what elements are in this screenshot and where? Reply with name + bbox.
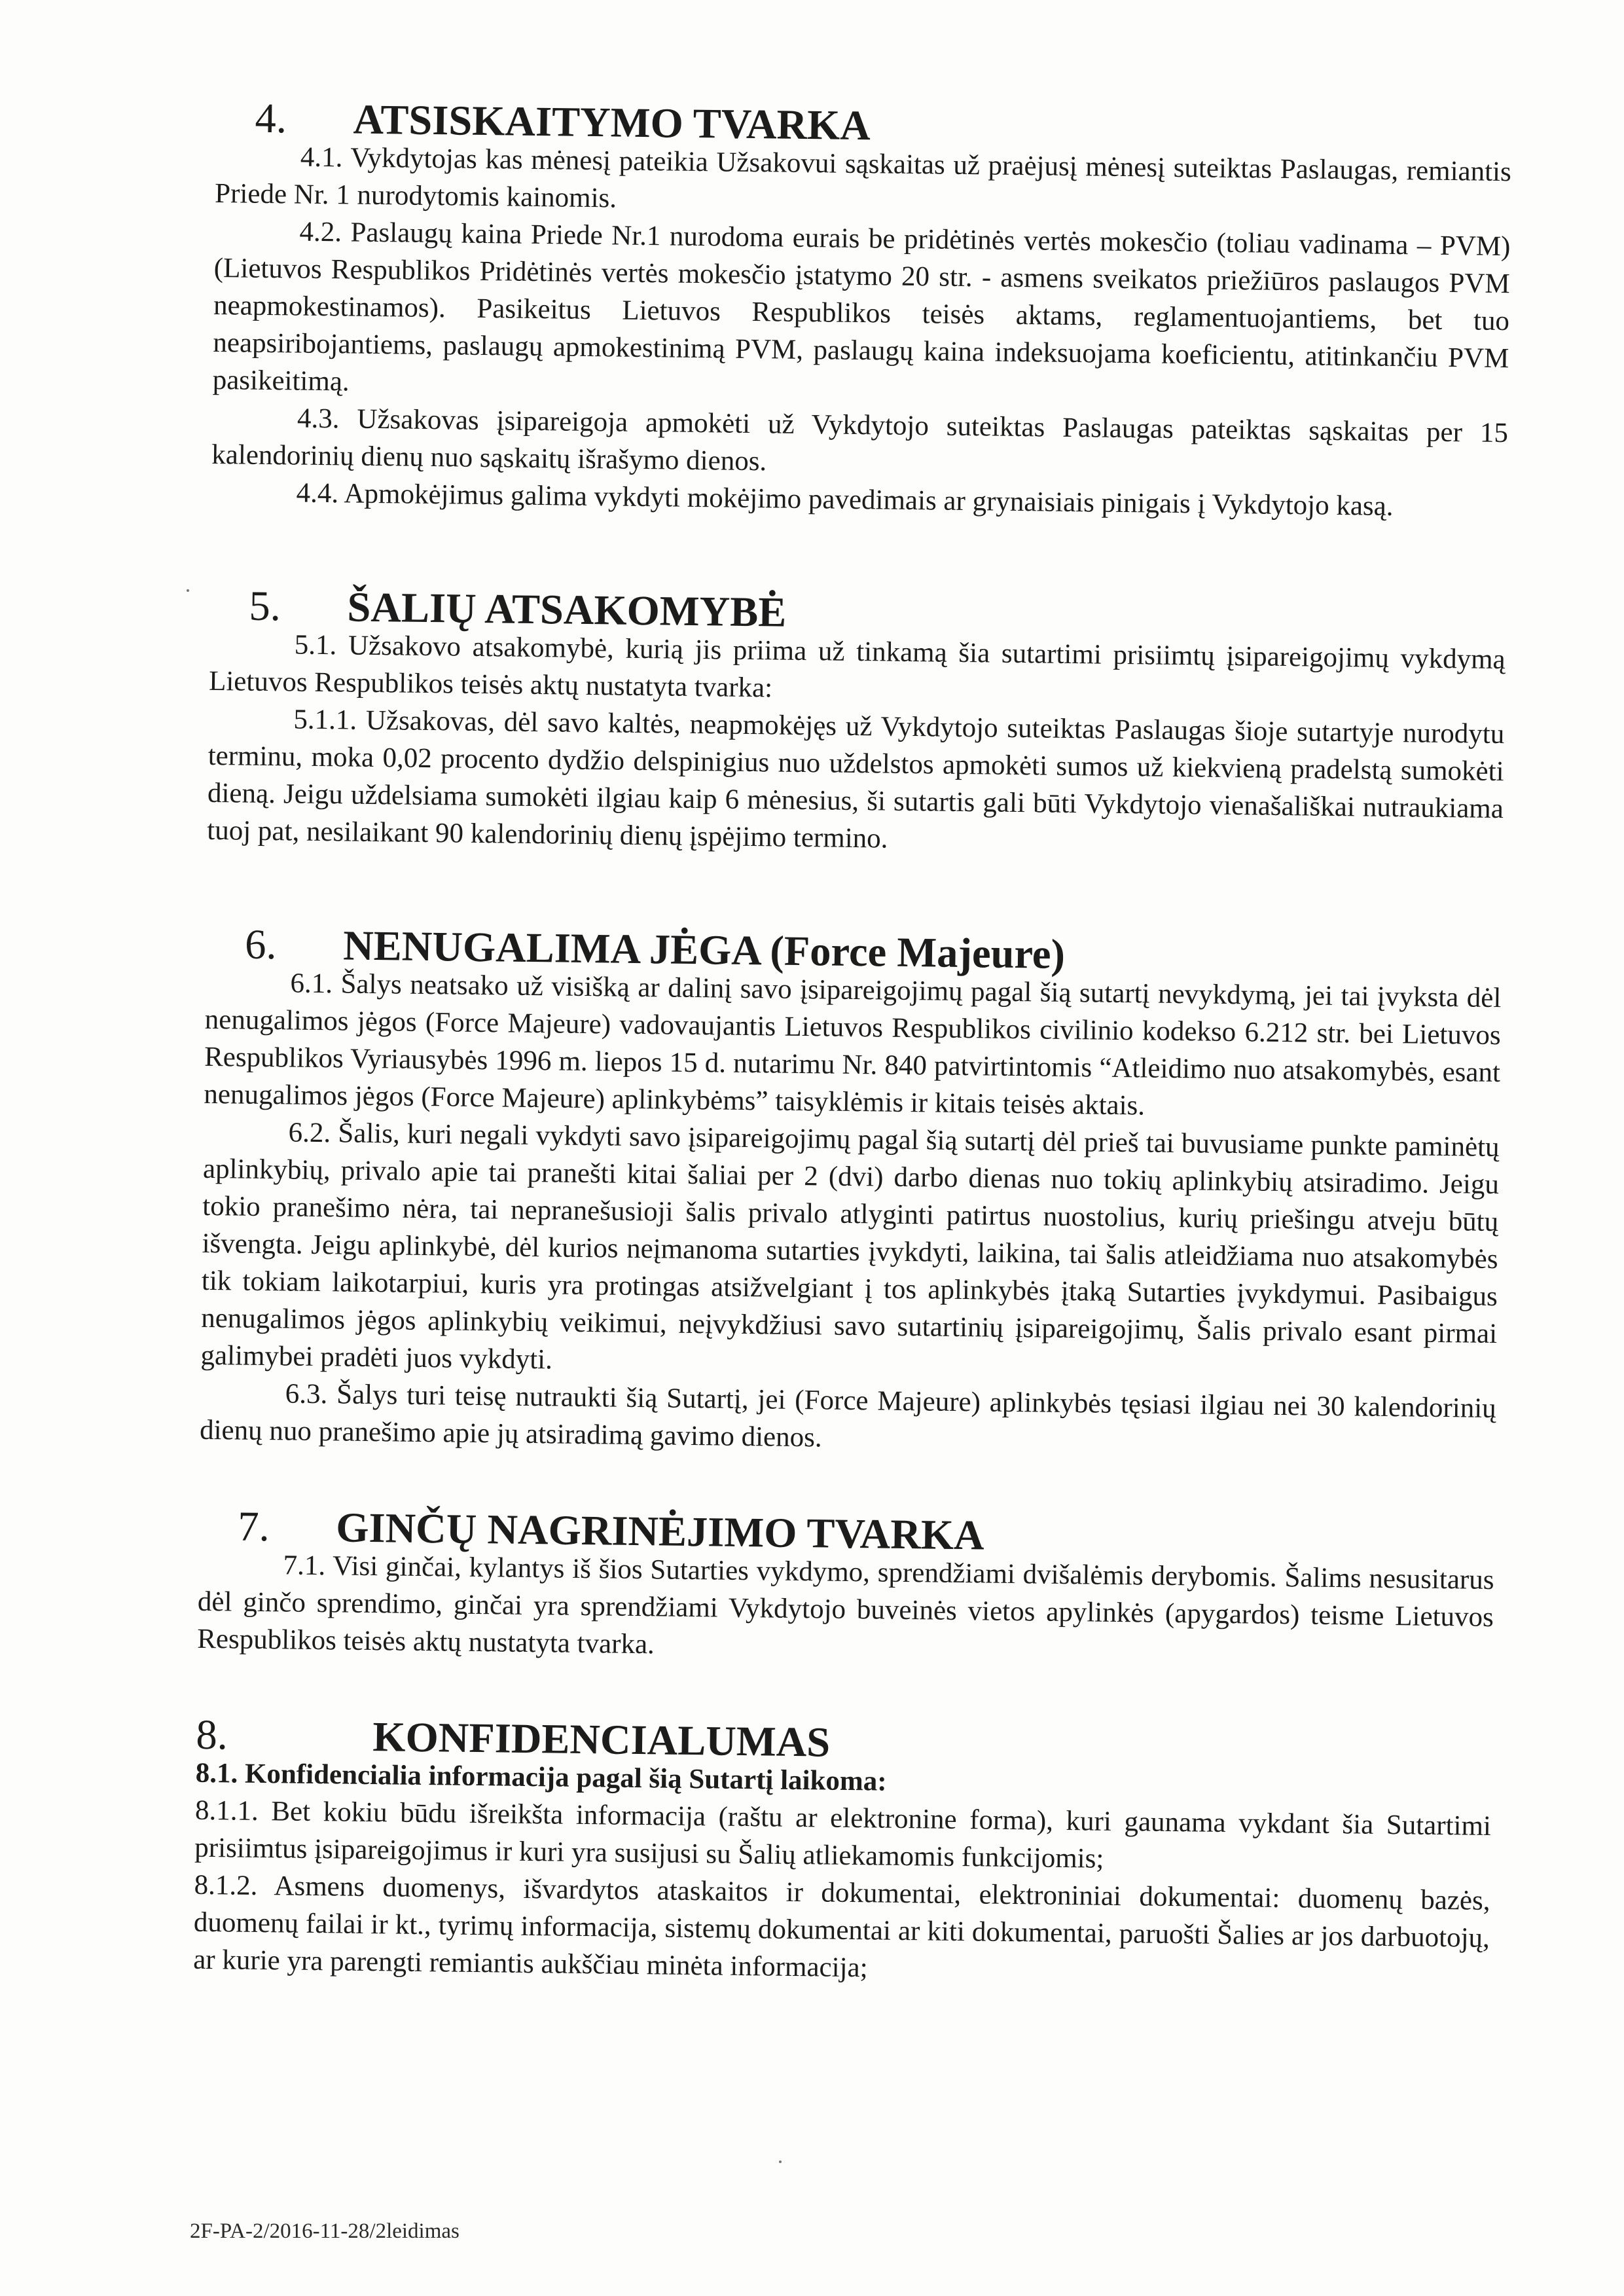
- section-5: [207, 582, 1506, 865]
- section-number: 4.: [255, 94, 287, 142]
- clause-8-1-1: 8.1.1. Bet kokiu būdu išreikšta informacija (raštu ar elektronine forma), kuri gaunama vykdant šia Sutartimi prisiimtus įsipareigojimus ir kuri yra susijusi su Šalių atliekamomis funkcijomis;: [194, 1795, 1492, 1874]
- section-title: ATSISKAITYMO TVARKA: [353, 96, 871, 149]
- clause-6-2: 6.2. Šalis, kuri negali vykdyti savo įsipareigojimų pagal šią sutartį dėl prieš tai buvusiame punkte paminėtų aplinkybių, privalo apie tai pranešti kitai šaliai per 2 (dvi) darbo dienas nuo tokių aplinkybių atsiradimo. Jeigu tokio pranešimo nėra, tai nepranešusioji šalis privalo atlyginti patirtus nuostolius, kurių priešingu atveju būtų išvengta. Jeigu aplinkybė, dėl kurios neįmanoma sutarties įvykdyti, laikina, tai šalis atleidžiama nuo atsakomybės tik tokiam laikotarpiui, kuris yra protingas atsižvelgiant į tos aplinkybės įtaką Sutarties įvykdymui. Pasibaigus nenugalimos jėgos aplinkybių veikimui, neįvykdžiusi savo sutartinių įsipareigojimų, Šalis privalo esant pirmai galimybei pradėti juos vykdyti.: [200, 1117, 1500, 1376]
- section-number: 7.: [237, 1503, 270, 1550]
- clause-8-1-heading: 8.1. Konfidencialia informacija pagal šią Sutartį laikoma:: [195, 1757, 887, 1797]
- section-title: ŠALIŲ ATSAKOMYBĖ: [347, 583, 787, 636]
- clause-5-1: 5.1. Užsakovo atsakomybė, kurią jis priima už tinkamą šia sutartimi prisiimtų įsipareigojimų vykdymą Lietuvos Respublikos teisės aktų nustatyta tvarka:: [208, 629, 1506, 704]
- clause-4-2: 4.2. Paslaugų kaina Priede Nr.1 nurodoma eurais be pridėtinės vertės mokesčio (toliau vadinama – PVM) (Lietuvos Respublikos Pridėtinės vertės mokesčio įstatymo 20 str. - asmens sveikatos priežiūros paslaugos PVM neapmokestinamos). Pasikeitus Lietuvos Respublikos teisės aktams, reglamentuojantiems, bet tuo neapsiribojantiems, paslaugų apmokestinimą PVM, paslaugų kaina indeksuojama koeficientu, atitinkančiu PVM pasikeitimą.: [212, 216, 1511, 397]
- section-title: KONFIDENCIALUMAS: [372, 1713, 831, 1766]
- section-7: [196, 1503, 1495, 1673]
- section-title: NENUGALIMA JĖGA (Force Majeure): [342, 922, 1066, 977]
- document-body: [192, 94, 1512, 1994]
- scan-speck: [187, 589, 189, 592]
- clause-4-4: 4.4. Apmokėjimus galima vykdyti mokėjimo pavedimais ar grynaisiais pinigais į Vykdytojo kasą.: [296, 477, 1394, 522]
- section-4: [211, 94, 1512, 526]
- section-6: [199, 920, 1502, 1465]
- scan-speck: [779, 2160, 782, 2163]
- section-number: 6.: [244, 920, 278, 968]
- clause-6-3: 6.3. Šalys turi teisę nutraukti šią Sutartį, jei (Force Majeure) aplinkybės tęsiasi ilgiau nei 30 kalendorinių dienų nuo pranešimo apie jų atsiradimą gavimo dienos.: [199, 1378, 1496, 1453]
- section-number: 5.: [249, 582, 281, 630]
- section-number: 8.: [196, 1711, 228, 1758]
- clause-8-1-2: 8.1.2. Asmens duomenys, išvardytos ataskaitos ir dokumentai, elektroniniai dokumentai: duomenų bazės, duomenų failai ir kt., tyrimų informacija, sistemų dokumentai ar kiti dokumentai, paruošti Šalies ar jos darbuotojų, ar kurie yra parengti remiantis aukščiau minėta informacija;: [192, 1869, 1490, 1984]
- document-code-footer: 2F-PA-2/2016-11-28/2leidimas: [190, 2219, 460, 2243]
- clause-6-1: 6.1. Šalys neatsako už visišką ar dalinį savo įsipareigojimų pagal šią sutartį nevykdymą, jei tai įvyksta dėl nenugalimos jėgos (Force Majeure) vadovaujantis Lietuvos Respublikos civilinio kodekso 6.212 str. bei Lietuvos Respublikos Vyriausybės 1996 m. liepos 15 d. nutarimu Nr. 840 patvirtintomis “Atleidimo nuo atsakomybės, esant nenugalimos jėgos (Force Majeure) aplinkybėms” taisyklėmis ir kitais teisės aktais.: [204, 968, 1502, 1121]
- section-title: GINČŲ NAGRINĖJIMO TVARKA: [335, 1504, 985, 1559]
- clause-4-3: 4.3. Užsakovas įsipareigoja apmokėti už Vykdytojo suteiktas Paslaugas pateiktas sąskaitas per 15 kalendorinių dienų nuo sąskaitų išrašymo dienos.: [211, 403, 1509, 477]
- clause-5-1-1: 5.1.1. Užsakovas, dėl savo kaltės, neapmokėjęs už Vykdytojo suteiktas Paslaugas šioje sutartyje nurodytu terminu, moka 0,02 procento dydžio delspinigius nuo uždelstos apmokėti sumos už kiekvieną pradelstą sumokėti dieną. Jeigu uždelsiama sumokėti ilgiau kaip 6 mėnesius, ši sutartis gali būti Vykdytojo vienašališkai nutraukiama tuoj pat, nesilaikant 90 kalendorinių dienų įspėjimo termino.: [207, 704, 1505, 854]
- clause-4-1: 4.1. Vykdytojas kas mėnesį pateikia Užsakovui sąskaitas už praėjusį mėnesį suteiktas Paslaugas, remiantis Priede Nr. 1 nurodytomis kainomis.: [214, 141, 1512, 214]
- section-8: [192, 1711, 1492, 1994]
- clause-7-1: 7.1. Visi ginčai, kylantys iš šios Sutarties vykdymo, sprendžiami dvišalėmis derybomis. Šalims nesusitarus dėl ginčo sprendimo, ginčai yra sprendžiami Vykdytojo buveinės vietos apylinkės (apygardos) teisme Lietuvos Respublikos teisės aktų nustatyta tvarka.: [196, 1550, 1494, 1660]
